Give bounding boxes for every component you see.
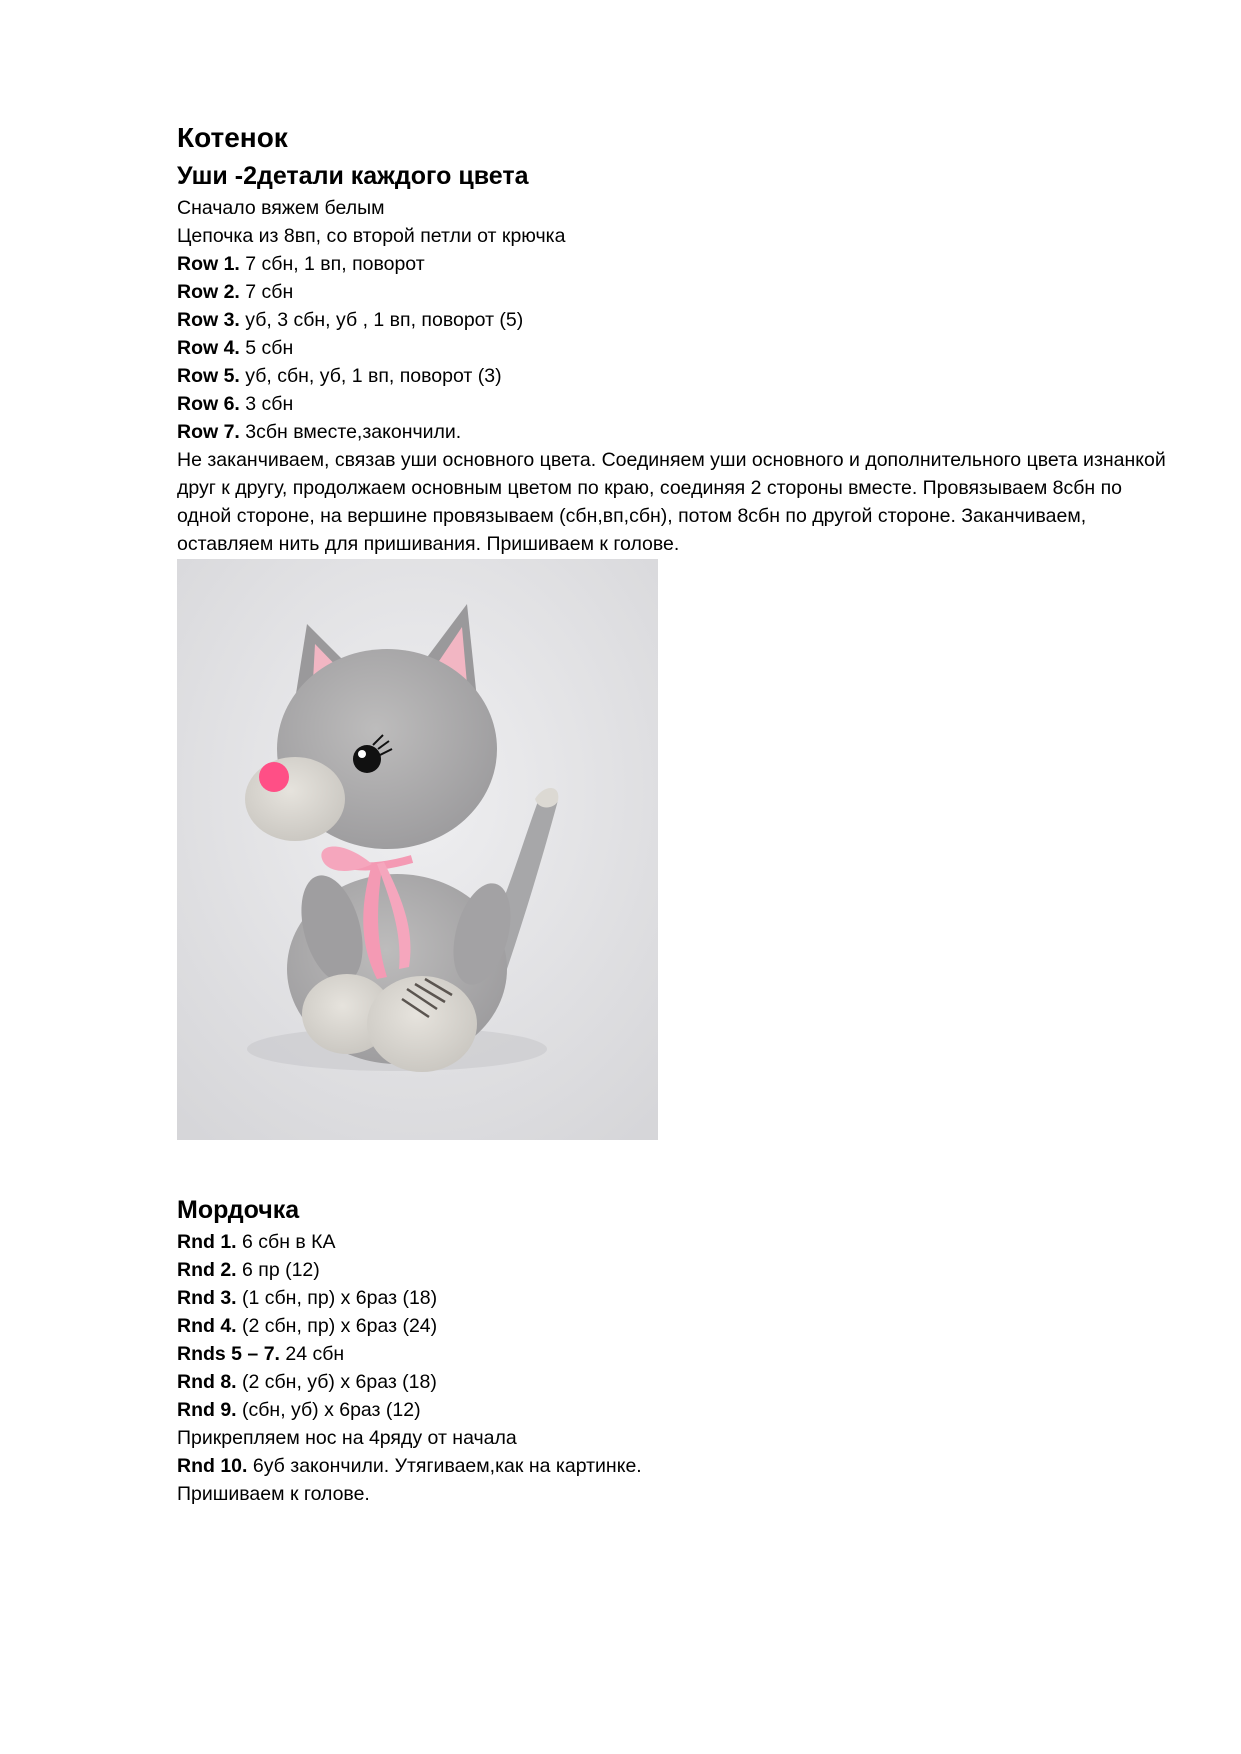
muzzle-row bbox=[177, 1396, 1167, 1424]
ears-heading: Уши -2детали каждого цвета bbox=[177, 162, 529, 190]
muzzle-row bbox=[177, 1368, 1167, 1396]
ears-row bbox=[177, 278, 1167, 306]
row-label: Rnd 2. bbox=[177, 1259, 237, 1281]
row-label: Rnd 10. bbox=[177, 1455, 248, 1477]
muzzle-section bbox=[177, 1192, 1167, 1508]
row-text: 6 пр (12) bbox=[236, 1259, 320, 1281]
ears-intro-line: Сначало вяжем белым bbox=[177, 197, 385, 219]
ears-row bbox=[177, 390, 1167, 418]
row-text: 5 сбн bbox=[239, 337, 294, 359]
row-label: Row 1. bbox=[177, 253, 240, 275]
ears-row bbox=[177, 306, 1167, 334]
row-text: уб, 3 сбн, уб , 1 вп, поворот (5) bbox=[239, 309, 524, 331]
muzzle-row bbox=[177, 1312, 1167, 1340]
ears-paragraph: Не заканчиваем, связав уши основного цвета. Соединяем уши основного и дополнительного цвета изнанкой друг к другу, продолжаем основным цветом по краю, соединяя 2 стороны вместе. Провязываем 8сбн по одной стороне, на вершине провязываем (сбн,вп,сбн), потом 8сбн по другой стороне. Заканчиваем, оставляем нить для пришивания. Пришиваем к голове. bbox=[177, 449, 1166, 555]
muzzle-row bbox=[177, 1256, 1167, 1284]
kitten-photo bbox=[177, 559, 658, 1140]
row-label: Rnd 3. bbox=[177, 1287, 237, 1309]
ears-row bbox=[177, 250, 1167, 278]
row-text: (2 сбн, пр) х 6раз (24) bbox=[236, 1315, 438, 1337]
row-label: Row 6. bbox=[177, 393, 240, 415]
row-text: 7 сбн, 1 вп, поворот bbox=[239, 253, 425, 275]
row-text: (сбн, уб) х 6раз (12) bbox=[236, 1399, 421, 1421]
muzzle-final: Пришиваем к голове. bbox=[177, 1483, 370, 1505]
row-text: 6 сбн в КА bbox=[236, 1231, 336, 1253]
muzzle-heading: Мордочка bbox=[177, 1196, 300, 1224]
muzzle-note: Прикрепляем нос на 4ряду от начала bbox=[177, 1427, 517, 1449]
muzzle-row bbox=[177, 1452, 1167, 1480]
ears-row bbox=[177, 418, 1167, 446]
ears-row bbox=[177, 362, 1167, 390]
row-label: Row 3. bbox=[177, 309, 240, 331]
row-text: 7 сбн bbox=[239, 281, 294, 303]
muzzle-row bbox=[177, 1284, 1167, 1312]
row-text: уб, сбн, уб, 1 вп, поворот (3) bbox=[239, 365, 502, 387]
document-page bbox=[177, 118, 1167, 558]
row-label: Row 2. bbox=[177, 281, 240, 303]
crochet-kitten-photo-icon bbox=[177, 559, 658, 1140]
ears-row bbox=[177, 334, 1167, 362]
row-label: Rnd 8. bbox=[177, 1371, 237, 1393]
document-title: Котенок bbox=[177, 122, 288, 153]
row-text: 6уб закончили. Утягиваем,как на картинке. bbox=[247, 1455, 642, 1477]
muzzle-row bbox=[177, 1228, 1167, 1256]
row-text: (1 сбн, пр) х 6раз (18) bbox=[236, 1287, 438, 1309]
row-text: 3 сбн bbox=[239, 393, 294, 415]
row-text: 3сбн вместе,закончили. bbox=[239, 421, 462, 443]
row-label: Row 5. bbox=[177, 365, 240, 387]
muzzle-row bbox=[177, 1340, 1167, 1368]
row-label: Row 7. bbox=[177, 421, 240, 443]
row-label: Rnd 4. bbox=[177, 1315, 237, 1337]
ears-intro-line: Цепочка из 8вп, со второй петли от крючка bbox=[177, 225, 566, 247]
row-text: (2 сбн, уб) х 6раз (18) bbox=[236, 1371, 437, 1393]
row-label: Rnds 5 – 7. bbox=[177, 1343, 280, 1365]
row-text: 24 сбн bbox=[279, 1343, 345, 1365]
row-label: Row 4. bbox=[177, 337, 240, 359]
row-label: Rnd 9. bbox=[177, 1399, 237, 1421]
row-label: Rnd 1. bbox=[177, 1231, 237, 1253]
